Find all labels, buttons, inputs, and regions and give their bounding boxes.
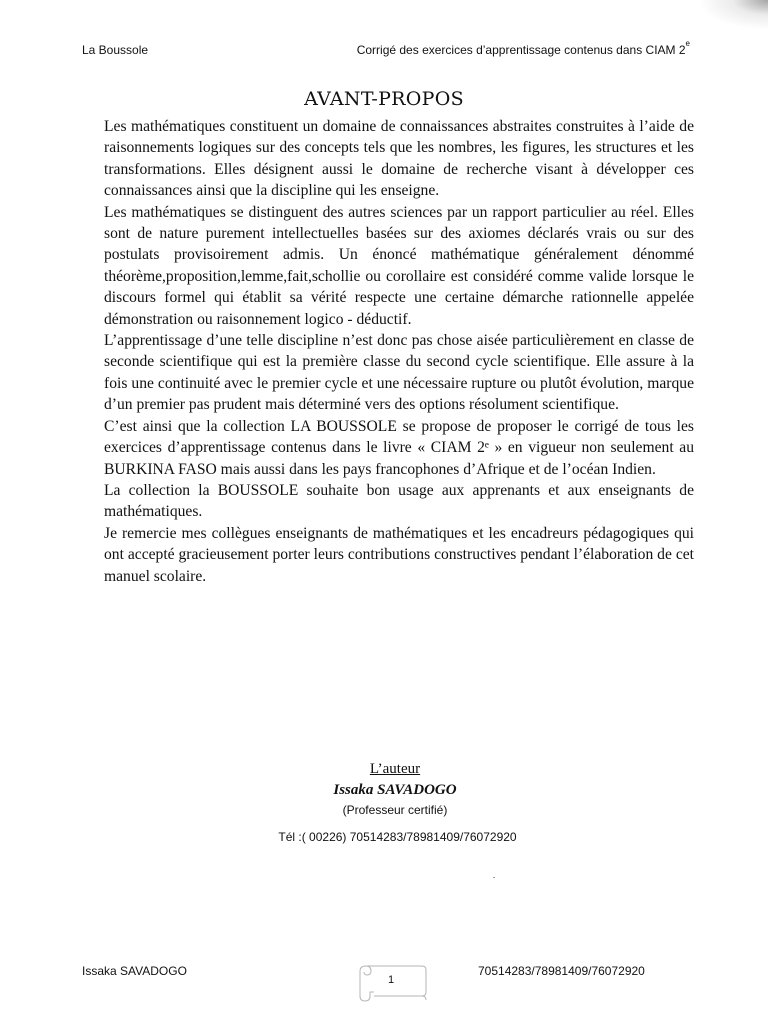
paragraph: L’apprentissage d’une telle discipline n’est donc pas chose aisée particulièrement en classe de seconde scientifique qui est la première classe du second cycle scientifique. Elle assure à la fois une continuité avec le premier cycle et une nécessaire rupture ou plutôt évolution, marque d’un premier pas prudent mais déterminé vers des options résolument scientifique. <box>104 332 694 414</box>
header-right-main: Corrigé des exercices d’apprentissage contenus dans CIAM 2 <box>356 43 686 57</box>
body-text <box>104 116 694 587</box>
paragraph: Les mathématiques constituent un domaine de connaissances abstraites construites à l’aide de raisonnements logiques sur des concepts tels que les nombres, les figures, les structures et les transformations. Elles désignent aussi le domaine de recherche visant à développer ces connaissances ainsi que la discipline qui les enseigne. <box>104 118 694 200</box>
header-right-text <box>356 39 690 57</box>
scan-speck <box>493 877 495 878</box>
page-number: 1 <box>387 974 395 986</box>
page-corner-shadow <box>698 0 768 30</box>
paragraph: La collection la BOUSSOLE souhaite bon usage aux apprenants et aux enseignants de mathématiques. <box>104 481 694 521</box>
paragraph: Je remercie mes collègues enseignants de mathématiques et les encadreurs pédagogiques qui ont accepté gracieusement porter leurs contributions constructives pendant l’élaboration de cet manuel scolaire. <box>104 524 694 585</box>
page-number-scroll <box>352 962 430 1002</box>
header-right-superscript: e <box>685 39 690 48</box>
author-phone: Tél :( 00226) 70514283/78981409/76072920 <box>278 830 517 844</box>
header-left-text: La Boussole <box>82 43 149 57</box>
page-header <box>82 40 690 60</box>
footer-right-text: 70514283/78981409/76072920 <box>478 964 645 978</box>
footer-left-text: Issaka SAVADOGO <box>82 964 187 978</box>
page-title: AVANT-PROPOS <box>304 88 464 110</box>
paragraph: Les mathématiques se distinguent des autres sciences par un rapport particulier au réel. Elles sont de nature purement intellectuelles basées sur des axiomes déclarés vrais ou sur des postulats provisoirement admis. Un énoncé mathématique généralement dénommé théorème,proposition,lemme,fait,schollie ou corollaire est considéré comme valide lorsque le discours formel qui établit sa vérité respecte une certaine démarche rationnelle appelée démonstration ou raisonnement logico - déductif. <box>104 203 694 328</box>
signature-label: L’auteur <box>369 761 421 777</box>
paragraph: C’est ainsi que la collection LA BOUSSOLE se propose de proposer le corrigé de tous les exercices d’apprentissage contenus dans le livre « CIAM 2ᵉ » en vigueur non seulement au BURKINA FASO mais aussi dans les pays francophones d’Afrique et de l’océan Indien. <box>104 417 694 478</box>
author-role: (Professeur certifié) <box>342 803 448 817</box>
author-name: Issaka SAVADOGO <box>333 782 457 798</box>
